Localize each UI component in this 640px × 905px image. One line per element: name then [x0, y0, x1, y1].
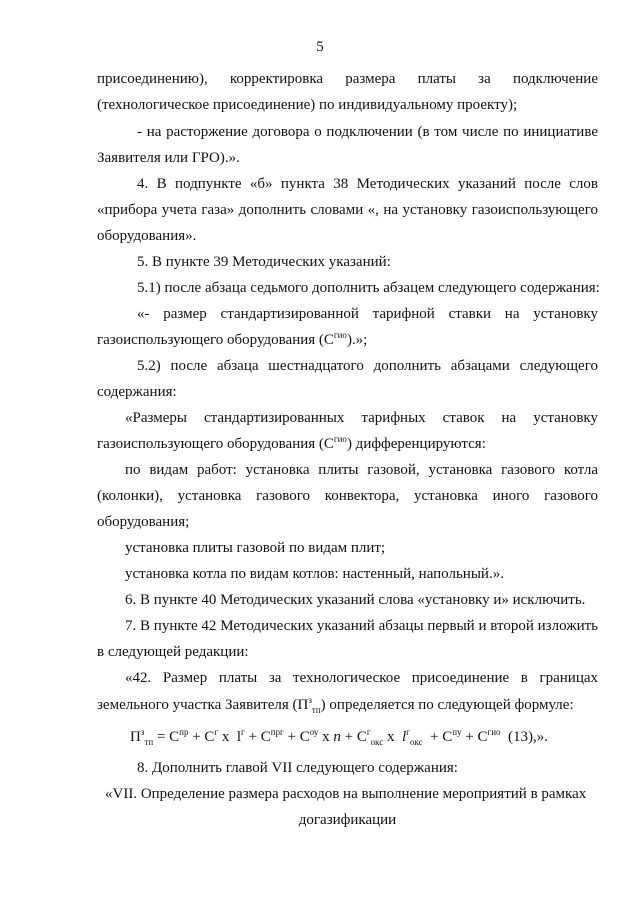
paragraph-line: в следующей редакции: — [97, 644, 249, 660]
paragraph-line: 5.1) после абзаца седьмого дополнить абзацем следующего содержания: — [137, 280, 600, 296]
paragraph-line: 6. В пункте 40 Методических указаний слова «установку и» исключить. — [125, 592, 586, 608]
page-number: 5 — [316, 39, 324, 55]
paragraph-line: 5.2) после абзаца шестнадцатого дополнить абзацами следующего — [137, 358, 598, 374]
paragraph-line: 4. В подпункте «б» пункта 38 Методических указаний после слов — [137, 176, 598, 192]
paragraph-line: 7. В пункте 42 Методических указаний абзацы первый и второй изложить — [125, 618, 598, 634]
paragraph-line: (колонки), установка газового конвектора, установка иного газового — [97, 488, 598, 504]
paragraph-line: содержания: — [97, 384, 177, 400]
paragraph-line: оборудования; — [97, 514, 190, 530]
chapter-heading-cont: догазификации — [298, 812, 397, 828]
paragraph-line: «42. Размер платы за технологическое присоединение в границах — [125, 670, 598, 686]
chapter-heading: «VII. Определение размера расходов на выполнение мероприятий в рамках — [105, 786, 587, 802]
paragraph-line: Заявителя или ГРО).». — [97, 150, 240, 166]
paragraph-line: «- размер стандартизированной тарифной ставки на установку — [137, 306, 598, 322]
paragraph-line: газоиспользующего оборудования $(С^{гио})$.»; — [97, 330, 368, 348]
paragraph-line: по видам работ: установка плиты газовой, установка газового котла — [125, 462, 598, 478]
paragraph-line: «Размеры стандартизированных тарифных ставок на установку — [125, 410, 598, 426]
paragraph-line: (технологическое присоединение) по индивидуальному проекту); — [97, 97, 518, 113]
paragraph-line: оборудования». — [97, 228, 197, 244]
paragraph-line: - на расторжение договора о подключении (в том числе по инициативе — [137, 124, 598, 140]
paragraph-line: «прибора учета газа» дополнить словами «, на установку газоиспользующего — [97, 202, 598, 218]
paragraph-line: газоиспользующего оборудования $(С^{гио})$ дифференцируются: — [97, 434, 486, 452]
paragraph-line: земельного участка Заявителя $(П^з_{тп})$ определяется по следующей формуле: — [97, 695, 574, 715]
paragraph-line: установка плиты газовой по видам плит; — [125, 540, 386, 556]
paragraph-line: 8. Дополнить главой VII следующего содержания: — [137, 760, 458, 776]
paragraph-line: 5. В пункте 39 Методических указаний: — [137, 254, 391, 270]
paragraph-line: присоединению), корректировка размера платы за подключение — [97, 71, 598, 87]
formula-13: $П^з_{тп} = С^{пр} + С^г$ х $l^г + С^{прг} + С^{оу}$ х $n + С^г_{окс}$ х $l^г_{окс} + С^{пу} + С^{гио}$ (13),». — [130, 727, 549, 747]
paragraph-line: установка котла по видам котлов: настенный, напольный.». — [125, 566, 504, 582]
